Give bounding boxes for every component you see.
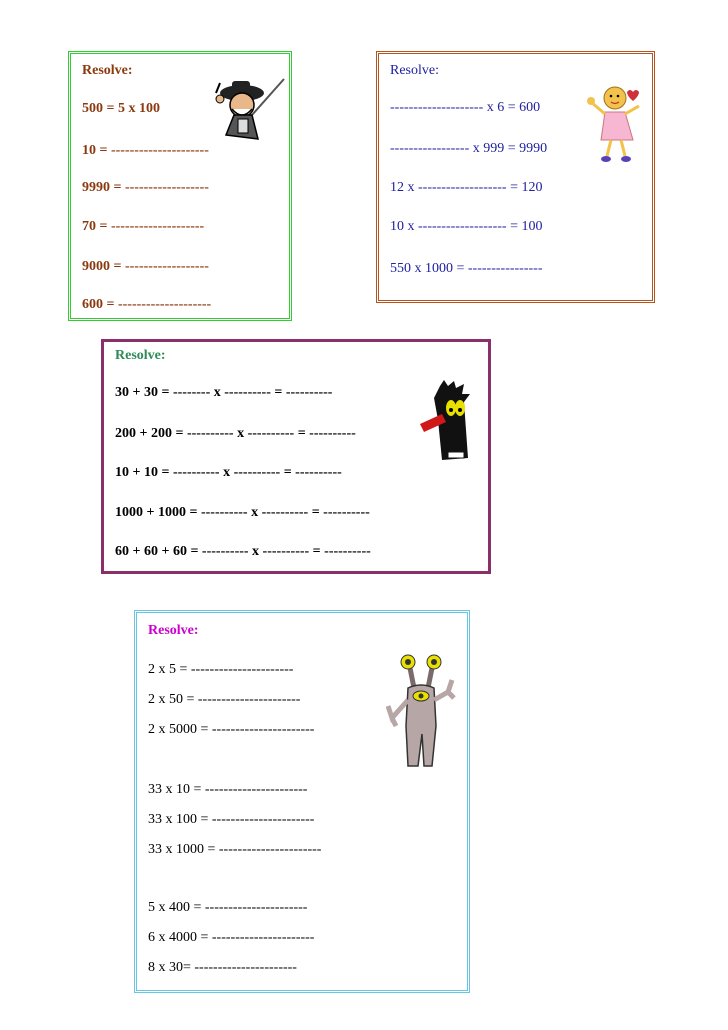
girl-with-heart-clipart-icon [585, 82, 647, 166]
box2-line-3: 12 x ------------------- = 120 [390, 180, 543, 195]
box4-line-1: 2 x 5 = ---------------------- [148, 662, 294, 677]
box2-line-1: -------------------- x 6 = 600 [390, 100, 541, 115]
box3-title: Resolve: [115, 348, 166, 363]
box1-line-1: 500 = 5 x 100 [82, 101, 160, 116]
box1-title: Resolve: [82, 63, 133, 78]
alien-creature-clipart-icon [386, 648, 456, 774]
box1-line-2: 10 = --------------------- [82, 143, 209, 158]
box3-line-3: 10 + 10 = ---------- x ---------- = ---------- [115, 465, 342, 480]
box3-line-1: 30 + 30 = -------- x ---------- = ---------- [115, 385, 333, 400]
box4-title: Resolve: [148, 623, 199, 638]
box1-line-5: 9000 = ------------------ [82, 259, 209, 274]
box4-line-8: 6 x 4000 = ---------------------- [148, 930, 315, 945]
box3-line-5: 60 + 60 + 60 = ---------- x ---------- = ---------- [115, 544, 371, 559]
box3-line-4: 1000 + 1000 = ---------- x ---------- = ---------- [115, 505, 370, 520]
box3-line-2: 200 + 200 = ---------- x ---------- = ---------- [115, 426, 356, 441]
box2-title: Resolve: [390, 63, 439, 78]
box2-line-4: 10 x ------------------- = 100 [390, 219, 543, 234]
box4-line-5: 33 x 100 = ---------------------- [148, 812, 315, 827]
box4-line-3: 2 x 5000 = ---------------------- [148, 722, 315, 737]
box4-line-2: 2 x 50 = ---------------------- [148, 692, 301, 707]
box2-line-2: ----------------- x 999 = 9990 [390, 141, 548, 156]
box4-line-6: 33 x 1000 = ---------------------- [148, 842, 322, 857]
box4-line-4: 33 x 10 = ---------------------- [148, 782, 308, 797]
musketeer-clipart-icon [212, 75, 290, 143]
box1-line-4: 70 = -------------------- [82, 219, 205, 234]
box1-line-3: 9990 = ------------------ [82, 180, 209, 195]
black-monster-clipart-icon [418, 380, 474, 464]
box2-line-5: 550 x 1000 = ---------------- [390, 261, 543, 276]
box4-line-9: 8 x 30= ---------------------- [148, 960, 297, 975]
box4-line-7: 5 x 400 = ---------------------- [148, 900, 308, 915]
box1-line-6: 600 = -------------------- [82, 297, 212, 312]
